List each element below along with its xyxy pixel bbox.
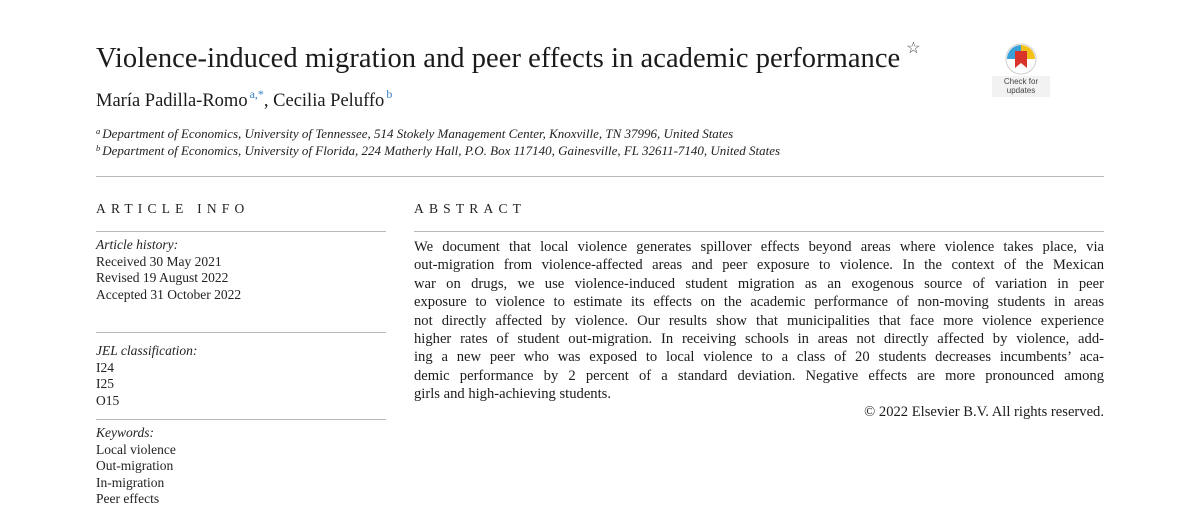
title-note-star[interactable]: ☆: [906, 40, 921, 57]
abstract-line: We document that local violence generates spillover effects beyond areas where violence takes place, via: [414, 239, 1104, 255]
copyright-notice: © 2022 Elsevier B.V. All rights reserved.: [864, 404, 1104, 420]
abstract-line: girls and high-achieving students.: [414, 386, 611, 403]
divider-history: [96, 231, 386, 232]
author-marks-2[interactable]: b: [386, 87, 393, 101]
affiliation-text-b: Department of Economics, University of Florida, 224 Matherly Hall, P.O. Box 117140, Gainesville, FL 32611-7140, United States: [102, 143, 781, 158]
divider-jel: [96, 332, 386, 333]
divider-keywords: [96, 419, 386, 420]
keyword: Peer effects: [96, 491, 160, 507]
abstract-heading: ABSTRACT: [414, 201, 527, 216]
keywords: [96, 425, 176, 508]
divider-top: [96, 176, 1104, 177]
keyword: In-migration: [96, 474, 165, 490]
badge-line-2: updates: [1006, 86, 1036, 95]
paper-title: [96, 38, 921, 75]
affiliation-mark-b: b: [96, 143, 101, 153]
history-accepted: Accepted 31 October 2022: [96, 286, 242, 302]
author-marks-1[interactable]: a,*: [249, 87, 264, 101]
affiliation-a: [96, 126, 733, 142]
keyword: Local violence: [96, 441, 176, 457]
abstract-line: ing a new peer who was exposed to local violence to a class of 20 students decreases incumbents’ aca-: [414, 349, 1104, 366]
abstract-line: exposure to violence to estimate its effects on the academic performance of non-moving students in areas: [414, 294, 1104, 311]
affiliation-text-a: Department of Economics, University of Tennessee, 514 Stokely Management Center, Knoxville, TN 37996, United States: [102, 126, 734, 141]
author-list: [96, 87, 392, 112]
abstract-line: demic performance by 2 percent of a standard deviation. Negative effects are more pronounced among: [414, 367, 1104, 384]
author-name-1[interactable]: María Padilla-Romo: [96, 91, 248, 111]
jel-code: I25: [96, 376, 114, 392]
author-name-2[interactable]: Cecilia Peluffo: [273, 91, 385, 111]
article-info-heading: ARTICLE INFO: [96, 201, 250, 216]
jel-code: I24: [96, 359, 114, 375]
paper-title-text: Violence-induced migration and peer effects in academic performance: [96, 43, 901, 74]
affiliation-mark-a: a: [96, 126, 101, 136]
keyword: Out-migration: [96, 458, 174, 474]
badge-line-1: Check for: [1003, 77, 1039, 86]
abstract-line: out-migration from violence-affected areas and peer exposure to violence. In the context of the Mexican: [414, 257, 1104, 274]
abstract-line: higher rates of student out-migration. In receiving schools in areas not directly affected by violence, add-: [414, 331, 1104, 348]
keywords-label: Keywords:: [96, 425, 154, 440]
abstract-text: [414, 238, 1104, 404]
check-for-updates-button[interactable]: [990, 42, 1052, 100]
jel-classification: [96, 343, 197, 409]
affiliation-b: [96, 143, 780, 159]
abstract-line: war on drugs, we use violence-induced student migration as an exogenous source of variation in peer: [414, 275, 1104, 292]
history-received: Received 30 May 2021: [96, 253, 222, 269]
check-for-updates-label: [992, 76, 1050, 97]
divider-abstract: [414, 231, 1104, 232]
crossmark-icon: [1005, 42, 1037, 76]
author-separator: ,: [263, 91, 274, 111]
history-revised: Revised 19 August 2022: [96, 270, 229, 286]
article-history: [96, 237, 241, 303]
jel-code: O15: [96, 392, 120, 408]
abstract-line: not directly affected by violence. Our results show that municipalities that face more violence experience: [414, 312, 1104, 329]
jel-label: JEL classification:: [96, 343, 198, 358]
history-label: Article history:: [96, 237, 179, 252]
